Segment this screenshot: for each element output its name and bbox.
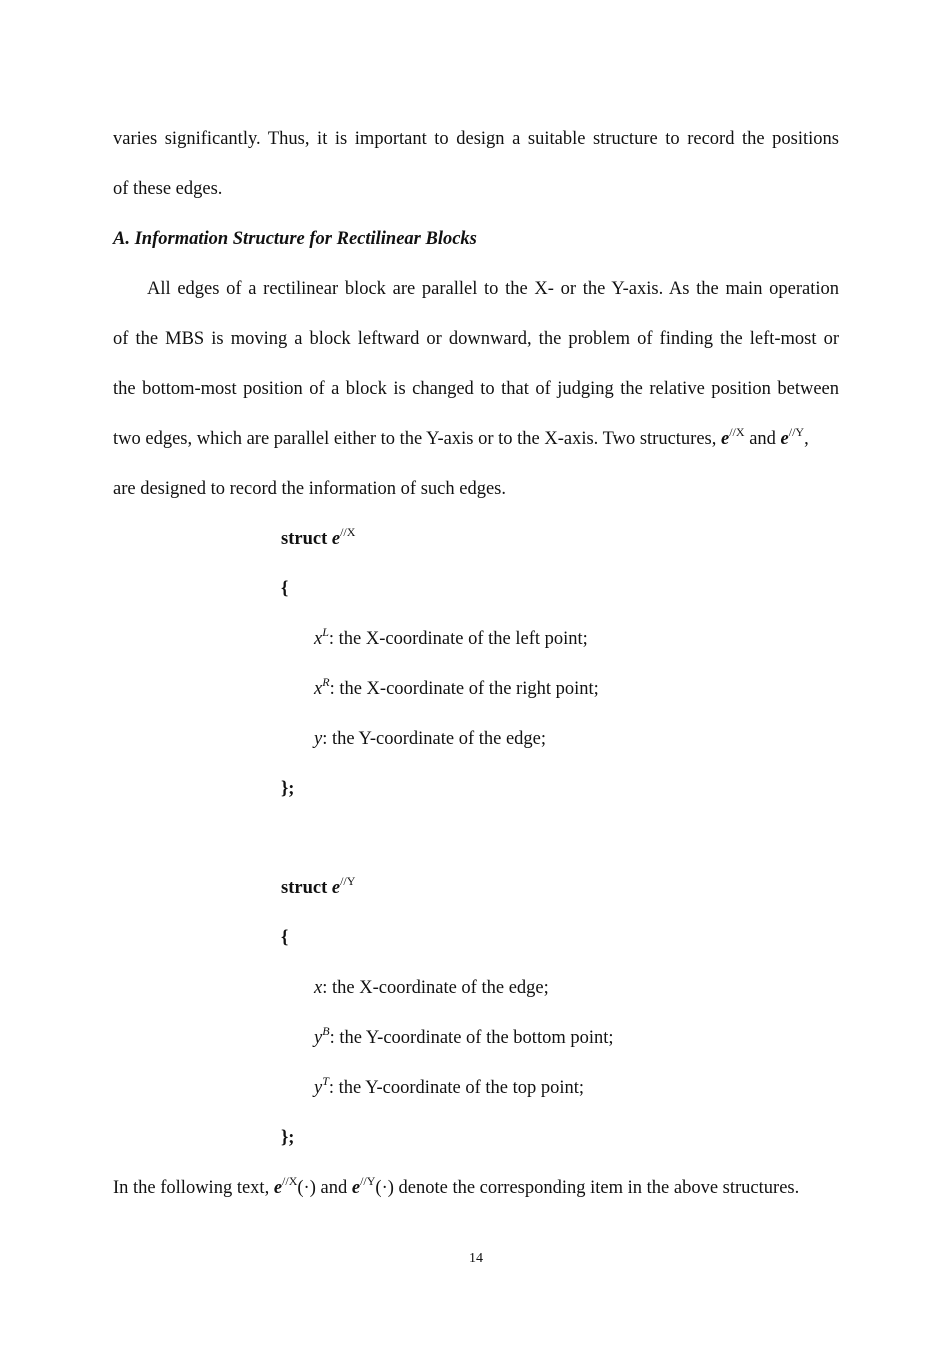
body-text: two edges, which are parallel either to the Y-axis or to the X-axis. Two structures, xyxy=(113,429,717,449)
superscript: B xyxy=(322,1024,330,1038)
field-variable: y xyxy=(314,1028,323,1048)
edge-symbol-x: e xyxy=(273,1178,283,1198)
body-text: denote the corresponding item in the above structures. xyxy=(398,1178,800,1198)
superscript: //X xyxy=(340,525,356,539)
field-description: : the X-coordinate of the left point; xyxy=(328,629,588,649)
struct-keyword: struct xyxy=(281,529,328,549)
section-heading: A. Information Structure for Rectilinear Blocks xyxy=(113,229,477,249)
body-text-line: All edges of a rectilinear block are parallel to the X- or the Y-axis. As the main operation xyxy=(147,279,839,299)
page-number: 14 xyxy=(469,1251,483,1266)
edge-symbol-y: e xyxy=(780,429,789,449)
superscript: //Y xyxy=(360,1174,376,1188)
superscript: //Y xyxy=(788,425,805,439)
body-text-line: varies significantly. Thus, it is important to design a suitable structure to record the positions xyxy=(113,129,839,149)
edge-symbol-x: e xyxy=(721,429,730,449)
struct-y-header xyxy=(281,874,356,899)
body-text-line: the bottom-most position of a block is changed to that of judging the relative position between xyxy=(113,379,839,399)
edge-symbol-y: e xyxy=(351,1178,361,1198)
field-variable: x xyxy=(314,679,323,699)
body-text-line xyxy=(113,425,809,450)
superscript: //Y xyxy=(340,874,356,888)
field-description: : the Y-coordinate of the edge; xyxy=(322,729,547,749)
struct-field xyxy=(314,728,546,750)
struct-keyword: struct xyxy=(281,878,328,898)
open-brace: { xyxy=(281,928,289,948)
field-description: : the Y-coordinate of the top point; xyxy=(328,1078,585,1098)
struct-field xyxy=(314,1024,614,1049)
struct-field xyxy=(314,675,599,700)
argument-dot: (·) xyxy=(375,1178,394,1198)
close-brace: }; xyxy=(281,1128,295,1148)
superscript: T xyxy=(322,1074,329,1088)
field-description: : the Y-coordinate of the bottom point; xyxy=(329,1028,614,1048)
close-brace: }; xyxy=(281,779,295,799)
superscript: L xyxy=(322,625,329,639)
field-variable: y xyxy=(314,729,323,749)
field-variable: y xyxy=(314,1078,323,1098)
struct-field xyxy=(314,1074,585,1099)
body-text: and xyxy=(749,429,776,449)
struct-field xyxy=(314,625,588,650)
struct-x-header xyxy=(281,525,356,550)
superscript: //X xyxy=(282,1174,298,1188)
body-text-line xyxy=(113,1174,800,1199)
superscript: //X xyxy=(729,425,745,439)
body-text-line: of these edges. xyxy=(113,179,223,199)
field-description: : the X-coordinate of the edge; xyxy=(322,978,549,998)
field-description: : the X-coordinate of the right point; xyxy=(329,679,599,699)
argument-dot: (·) xyxy=(297,1178,316,1198)
struct-field xyxy=(314,977,549,999)
body-text: and xyxy=(320,1178,348,1198)
open-brace: { xyxy=(281,579,289,599)
field-variable: x xyxy=(314,629,323,649)
body-text-line: are designed to record the information of such edges. xyxy=(113,479,506,499)
edge-symbol-x: e xyxy=(331,529,341,549)
body-text-line: of the MBS is moving a block leftward or downward, the problem of finding the left-most or xyxy=(113,329,839,349)
comma: , xyxy=(804,429,809,449)
field-variable: x xyxy=(314,978,323,998)
edge-symbol-y: e xyxy=(331,878,341,898)
body-text: In the following text, xyxy=(113,1178,270,1198)
superscript: R xyxy=(322,675,330,689)
